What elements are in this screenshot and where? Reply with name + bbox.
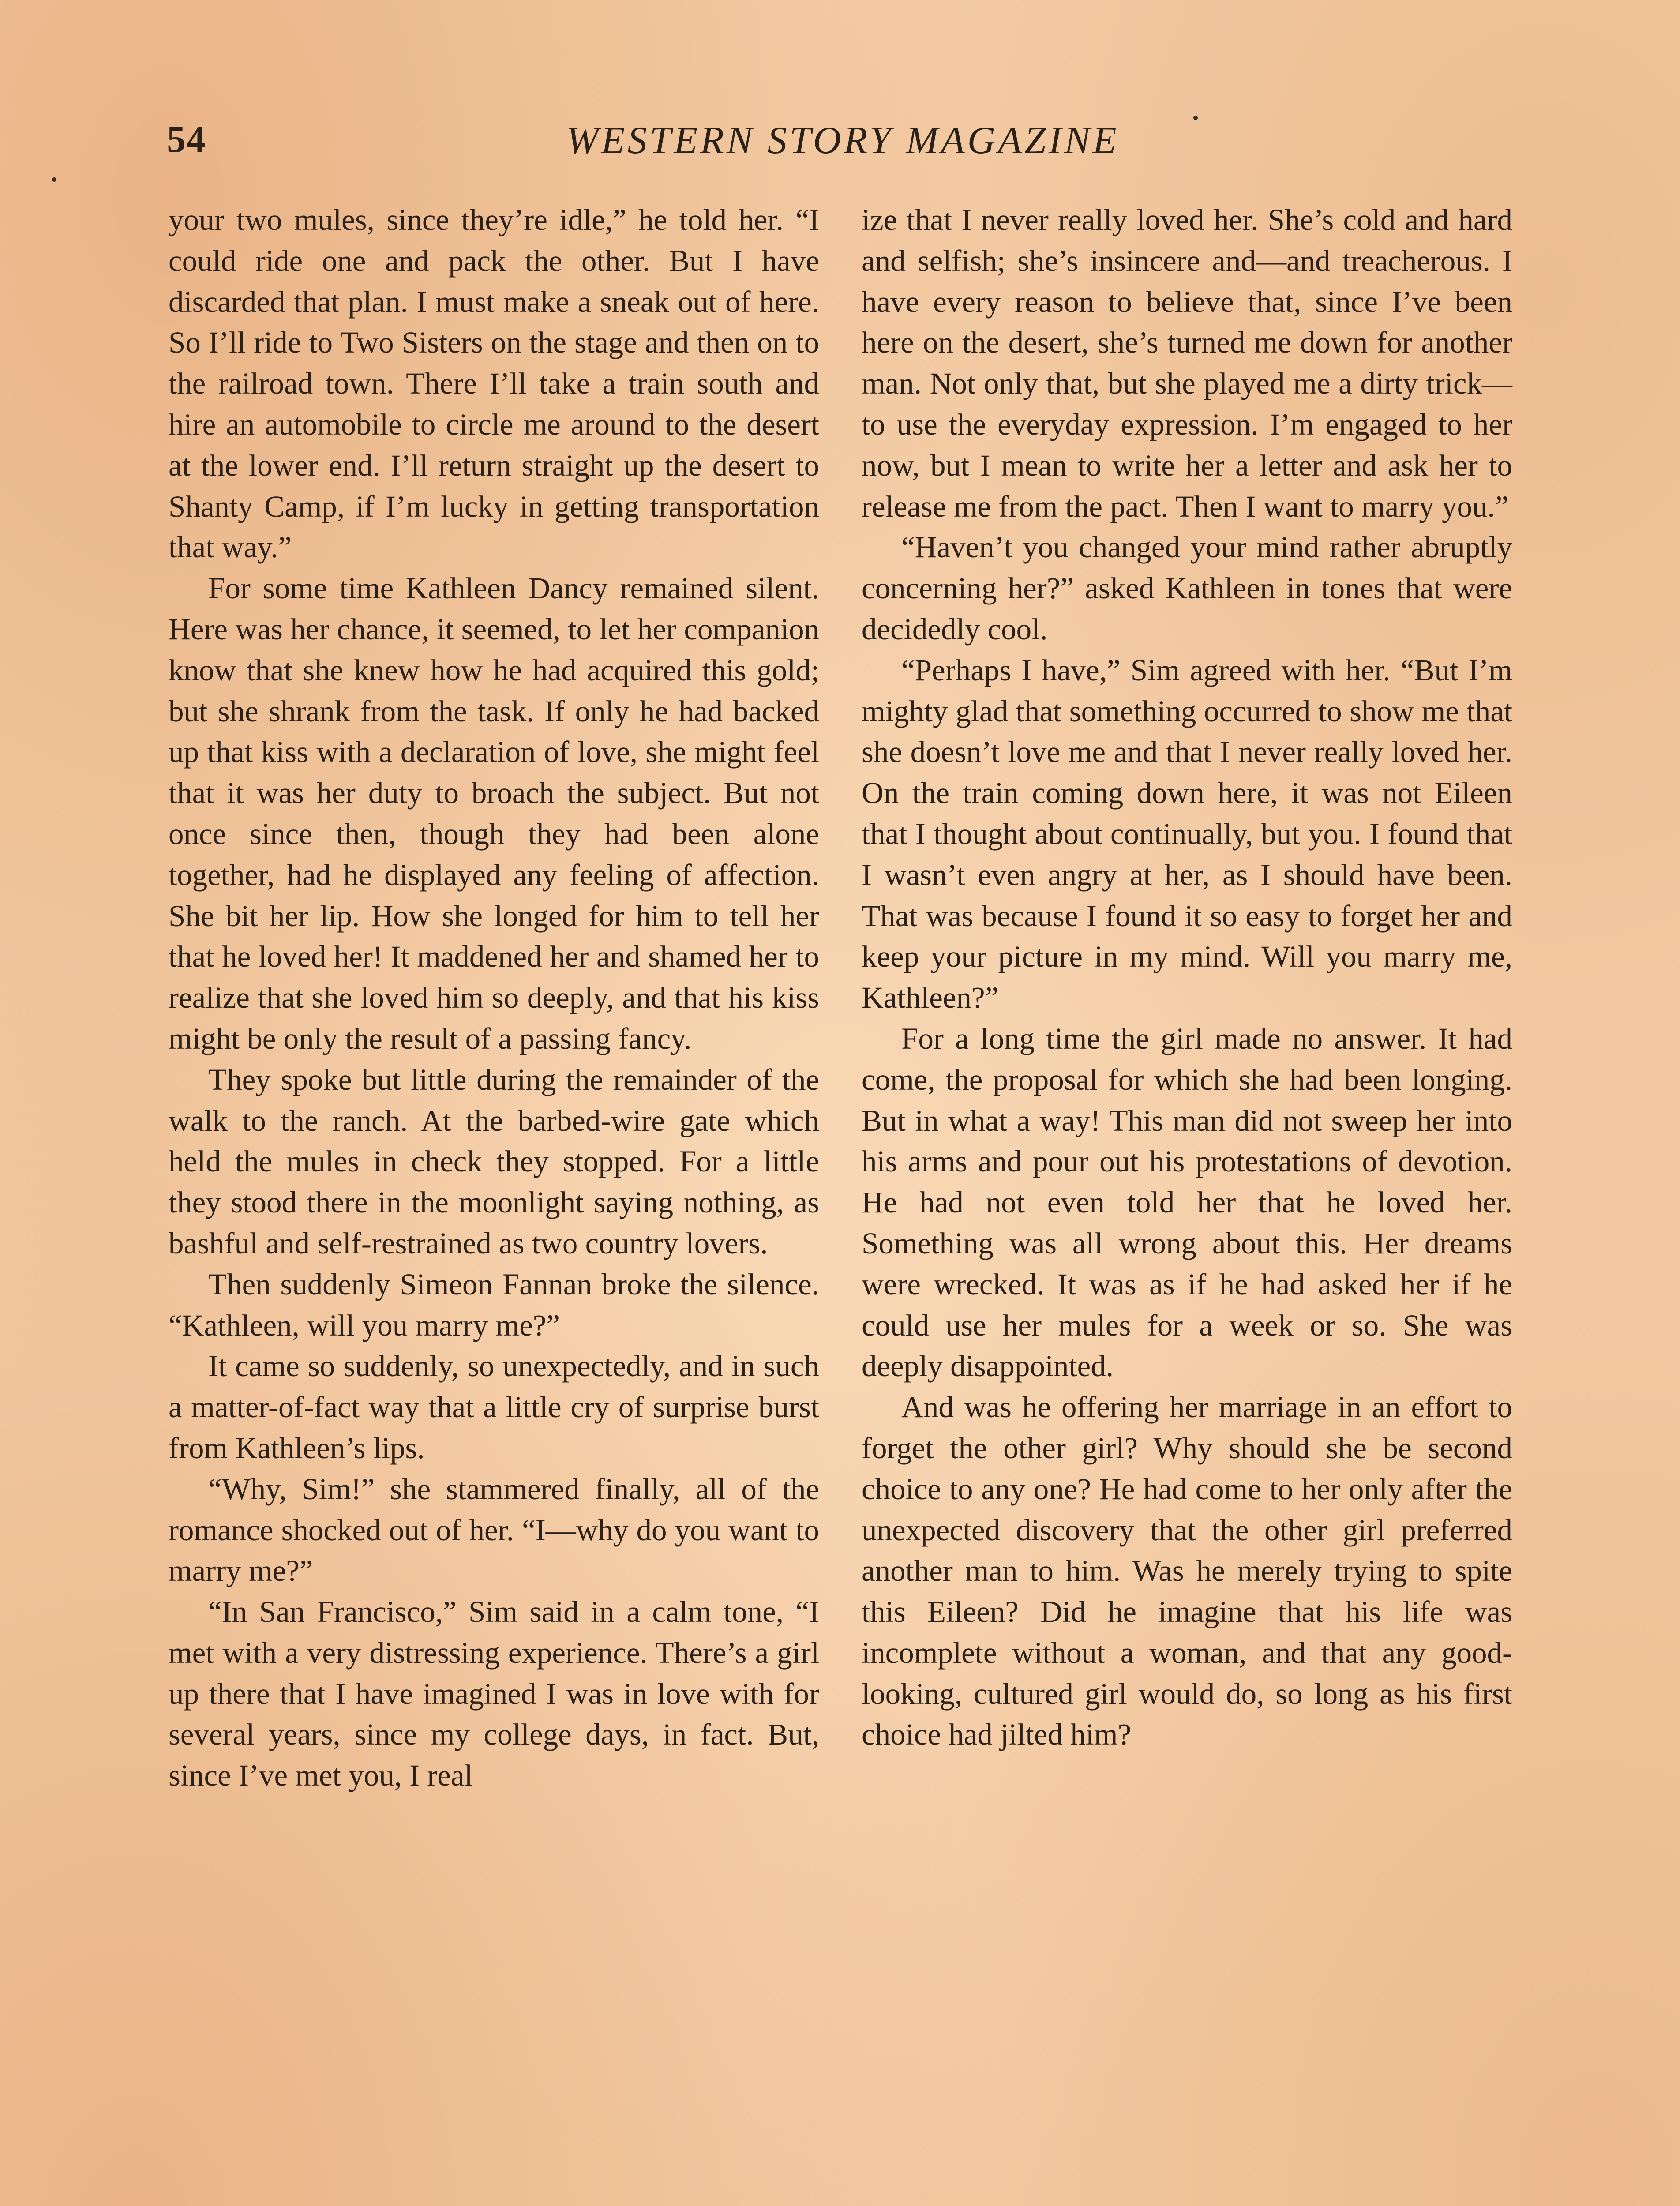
paragraph: “In San Francisco,” Sim said in a calm tone, “I met with a very distressing experience. There’s a girl up there that I have imagined I was in love with for several years, since my college days, in fact. But, since I’ve met you, I real (169, 1595, 819, 1793)
paragraph: “Perhaps I have,” Sim agreed with her. “But I’m mighty glad that something occurred to show me that she doesn’t love me and that I never really loved her. On the train coming down here, it was not Eileen that I thought about continually, but you. I found that I wasn’t even angry at her, as I should have been. That was because I found it so easy to forget her and keep your picture in my mind. Will you marry me, Kathleen?” (862, 653, 1512, 1015)
paragraph: They spoke but little during the remainder of the walk to the ranch. At the barbed-wire gate which held the mules in check they stopped. For a little they stood there in the moonlight saying nothing, as bashful and self-restrained as two country lovers. (169, 1062, 819, 1260)
paragraph: Then suddenly Simeon Fannan broke the silence. “Kathleen, will you marry me?” (169, 1267, 819, 1342)
running-head: WESTERN STORY MAGAZINE (566, 119, 1119, 162)
paragraph: “Haven’t you changed your mind rather abruptly concerning her?” asked Kathleen in tones that were decidedly cool. (862, 530, 1512, 646)
paragraph: For some time Kathleen Dancy remained silent. Here was her chance, it seemed, to let her companion know that she knew how he had acquired this gold; but she shrank from the task. If only he had backed up that kiss with a declaration of love, she might feel that it was her duty to broach the subject. But not once since then, though they had been alone together, had he displayed any feeling of affection. She bit her lip. How she longed for him to tell her that he loved her! It maddened her and shamed her to realize that she loved him so deeply, and that his kiss might be only the result of a passing fancy. (169, 571, 819, 1055)
paragraph: For a long time the girl made no answer. It had come, the proposal for which she had been longing. But in what a way! This man did not sweep her into his arms and pour out his protestations of devotion. He had not even told her that he loved her. Something was all wrong about this. Her dreams were wrecked. It was as if he had asked her if he could use her mules for a week or so. She was deeply disappointed. (862, 1021, 1512, 1383)
paragraph: “Why, Sim!” she stammered finally, all of the romance shocked out of her. “I—why do you want to marry me?” (169, 1472, 819, 1588)
paragraph: It came so suddenly, so unexpectedly, and in such a matter-of-fact way that a little cry of surprise burst from Kathleen’s lips. (169, 1349, 819, 1465)
paragraph: your two mules, since they’re idle,” he told her. “I could ride one and pack the other. But I have discarded that plan. I must make a sneak out of here. So I’ll ride to Two Sisters on the stage and then on to the railroad town. There I’ll take a train south and hire an automobile to circle me around to the desert at the lower end. I’ll return straight up the desert to Shanty Camp, if I’m lucky in getting transportation that way.” (169, 203, 819, 564)
print-speck (1193, 116, 1198, 120)
right-column (862, 199, 1512, 1755)
page-number: 54 (167, 118, 206, 160)
print-speck (52, 177, 56, 182)
paragraph: ize that I never really loved her. She’s cold and hard and selfish; she’s insincere and—and treacherous. I have every reason to believe that, since I’ve been here on the desert, she’s turned me down for another man. Not only that, but she played me a dirty trick—to use the everyday expression. I’m engaged to her now, but I mean to write her a letter and ask her to release me from the pact. Then I want to marry you.” (862, 203, 1512, 523)
left-column (169, 199, 819, 1796)
paragraph: And was he offering her marriage in an effort to forget the other girl? Why should she be second choice to any one? He had come to her only after the unexpected discovery that the other girl preferred another man to him. Was he merely trying to spite this Eileen? Did he imagine that his life was incomplete without a woman, and that any goodlooking, cultured girl would do, so long as his first choice had jilted him? (862, 1390, 1512, 1752)
